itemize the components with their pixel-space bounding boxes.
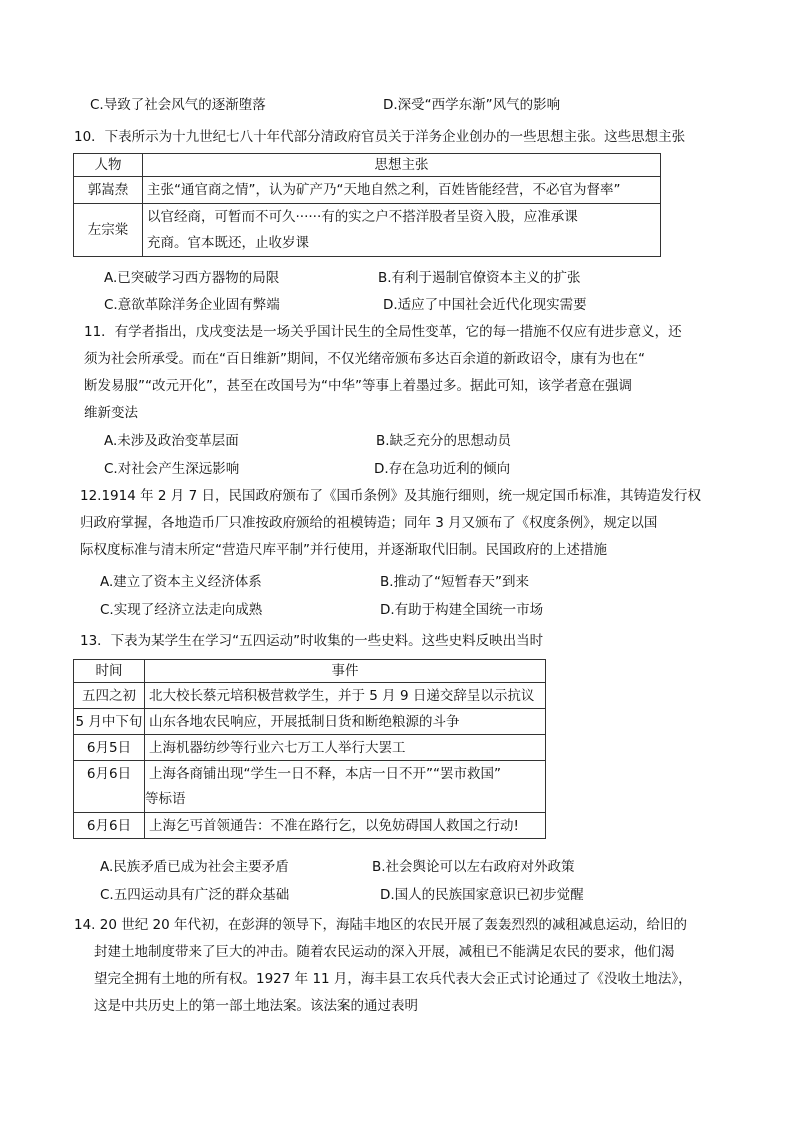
q13-option-b: B.社会舆论可以左右政府对外政策 <box>372 859 575 875</box>
table-header-cell: 时间 <box>74 660 145 683</box>
q14-line: 封建土地制度带来了巨大的冲击。随着农民运动的深入开展，减租已不能满足农民的要求，他们渴 <box>94 944 675 960</box>
q10-table <box>73 153 661 257</box>
table-row <box>74 177 661 204</box>
table-cell-time: 5 月中下旬 <box>74 709 145 735</box>
table-cell-event: 北大校长蔡元培积极营救学生，并于 5 月 9 日递交辞呈以示抗议 <box>145 683 546 709</box>
table-row <box>74 709 546 735</box>
table-row <box>74 761 546 813</box>
q13-option-a: A.民族矛盾已成为社会主要矛盾 <box>100 859 289 875</box>
table-row <box>74 204 661 257</box>
q13-option-d: D.国人的民族国家意识已初步觉醒 <box>380 887 584 903</box>
q10-option-b: B.有利于遏制官僚资本主义的扩张 <box>378 270 581 286</box>
q11-option-d: D.存在急功近利的倾向 <box>374 461 511 477</box>
q14-line: 14. 20 世纪 20 年代初，在彭湃的领导下，海陆丰地区的农民开展了轰轰烈烈的减租减息运动，给旧的 <box>74 917 687 933</box>
q12-line: 12.1914 年 2 月 7 日，民国政府颁布了《国币条例》及其施行细则，统一规定国币标准，其铸造发行权 <box>80 488 701 504</box>
table-header-cell: 人物 <box>74 154 143 177</box>
q12-line: 归政府掌握，各地造币厂只准按政府颁给的祖模铸造；同年 3 月又颁布了《权度条例》，规定以国 <box>80 515 658 531</box>
q11-line: 维新变法 <box>84 405 138 421</box>
q12-line: 际权度标准与清末所定“营造尺库平制”并行使用，并逐渐取代旧制。民国政府的上述措施 <box>80 542 607 558</box>
q13-option-c: C.五四运动具有广泛的群众基础 <box>100 887 290 903</box>
table-row <box>74 813 546 839</box>
q13-stem: 13．下表为某学生在学习“五四运动”时收集的一些史料。这些史料反映出当时 <box>80 633 544 649</box>
table-header-row <box>74 154 661 177</box>
table-cell-idea <box>143 204 661 257</box>
q9-option-c: C.导致了社会风气的逐渐堕落 <box>90 97 266 113</box>
q12-option-c: C.实现了经济立法走向成熟 <box>100 602 263 618</box>
q10-option-a: A.已突破学习西方器物的局限 <box>104 270 280 286</box>
q11-option-a: A.未涉及政治变革层面 <box>104 433 239 449</box>
table-cell-idea: 主张“通官商之情”，认为矿产乃“天地自然之利，百姓皆能经营，不必官为督率” <box>143 177 661 204</box>
table-cell-time: 6月6日 <box>74 761 145 813</box>
table-row <box>74 683 546 709</box>
q11-line: 断发易服”“改元开化”，甚至在改国号为“中华”等事上着墨过多。据此可知，该学者意在强调 <box>84 378 632 394</box>
table-row <box>74 735 546 761</box>
q12-option-d: D.有助于构建全国统一市场 <box>380 602 544 618</box>
table-header-cell: 思想主张 <box>143 154 661 177</box>
q12-option-a: A.建立了资本主义经济体系 <box>100 574 262 590</box>
q12-option-b: B.推动了“短暂春天”到来 <box>380 574 530 590</box>
q14-line: 望完全拥有土地的所有权。1927 年 11 月，海丰县工农兵代表大会正式讨论通过了《没收土地法》， <box>94 971 692 987</box>
q14-line: 这是中共历史上的第一部土地法案。该法案的通过表明 <box>94 998 418 1014</box>
q11-option-c: C.对社会产生深远影响 <box>104 461 240 477</box>
table-cell-event: 上海乞丐首领通告：不准在路行乞，以免妨碍国人救国之行动! <box>145 813 546 839</box>
table-header-row <box>74 660 546 683</box>
table-cell-time: 6月6日 <box>74 813 145 839</box>
table-cell-event: 上海机器纺纱等行业六七万工人举行大罢工 <box>145 735 546 761</box>
table-cell-time: 五四之初 <box>74 683 145 709</box>
event-line: 上海各商铺出现“学生一日不释，本店一日不开”“罢市救国” <box>149 766 501 782</box>
q13-table <box>73 659 546 839</box>
idea-line: 以官经商，可暂而不可久······有的实之户不搭洋股者呈资入股，应准承课 <box>147 209 578 225</box>
table-cell-person: 郭嵩焘 <box>74 177 143 204</box>
q10-stem: 10．下表所示为十九世纪七八十年代部分清政府官员关于洋务企业创办的一些思想主张。这些思想主张 <box>74 129 686 145</box>
table-cell-event: 山东各地农民响应，开展抵制日货和断绝粮源的斗争 <box>145 709 546 735</box>
q11-line: 须为社会所承受。而在“百日维新”期间，不仅光绪帝颁布多达百余道的新政诏令，康有为也在“ <box>84 351 645 367</box>
q11-line: 11．有学者指出，戊戌变法是一场关乎国计民生的全局性变革，它的每一措施不仅应有进步意义，还 <box>84 324 682 340</box>
table-header-cell: 事件 <box>145 660 546 683</box>
event-line: 等标语 <box>145 791 186 807</box>
q10-option-c: C.意欲革除洋务企业固有弊端 <box>104 297 280 313</box>
table-cell-event <box>145 761 546 813</box>
q10-option-d: D.适应了中国社会近代化现实需要 <box>383 297 587 313</box>
q9-option-d: D.深受“西学东渐”风气的影响 <box>383 97 561 113</box>
table-cell-time: 6月5日 <box>74 735 145 761</box>
q11-option-b: B.缺乏充分的思想动员 <box>376 433 512 449</box>
idea-line: 充商。官本既还，止收岁课 <box>147 235 309 251</box>
table-cell-person: 左宗棠 <box>74 204 143 257</box>
